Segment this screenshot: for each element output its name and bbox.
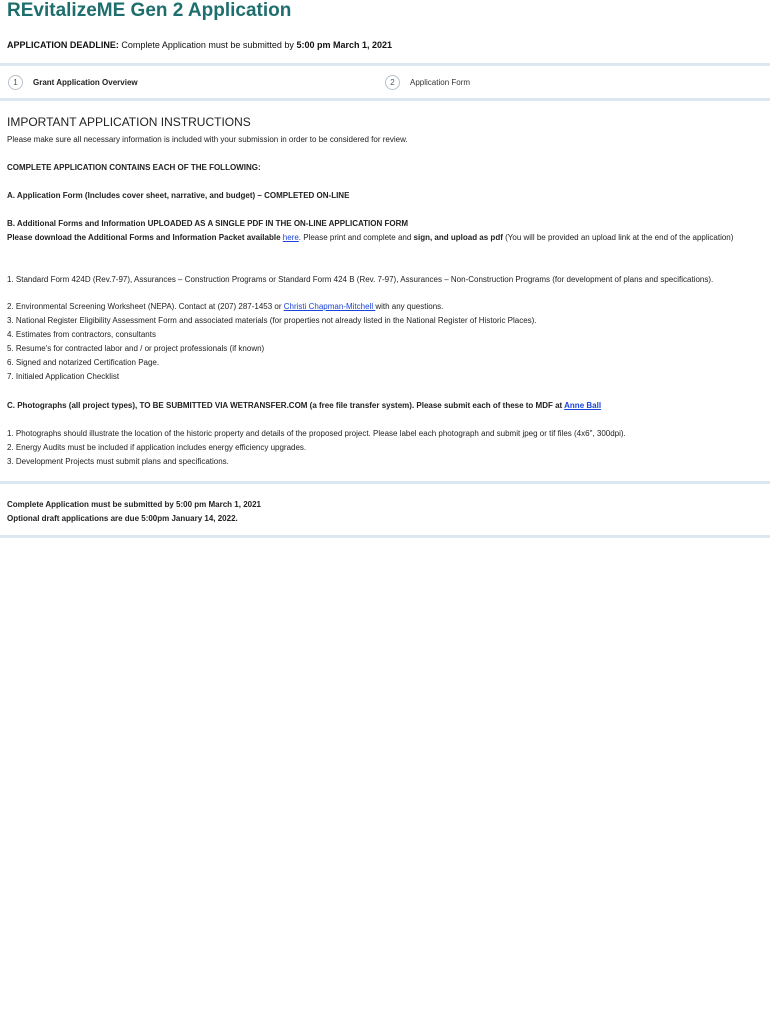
anne-ball-email-link[interactable]: Anne Ball xyxy=(564,401,602,410)
list-b-item-2-post: with any questions. xyxy=(375,302,444,311)
step-number-badge: 2 xyxy=(385,75,400,90)
list-b-item-2-text: 2. Environmental Screening Worksheet (NEPA). Contact at (207) 287-1453 or xyxy=(7,302,284,311)
list-b-item-3: 3. National Register Eligibility Assessment Form and associated materials (for properties not already listed in the National Register of Historic Places). xyxy=(7,316,537,325)
application-deadline xyxy=(7,40,392,50)
list-c-item-2: 2. Energy Audits must be included if application includes energy efficiency upgrades. xyxy=(7,443,307,452)
section-c-text: C. Photographs (all project types), TO BE SUBMITTED VIA WETRANSFER.COM (a free file transfer system). Please submit each of these to MDF at xyxy=(7,401,565,410)
step-label: Grant Application Overview xyxy=(33,78,138,87)
list-c-item-1: 1. Photographs should illustrate the location of the historic property and details of the proposed project. Please label each photograph and submit jpeg or tif files (4x6", 300dpi). xyxy=(7,429,626,438)
deadline-time: 5:00 pm March 1, 2021 xyxy=(296,40,392,50)
step-number-badge: 1 xyxy=(8,75,23,90)
instructions-intro: Please make sure all necessary information is included with your submission in order to be considered for review. xyxy=(7,135,408,144)
list-b-item-1: 1. Standard Form 424D (Rev.7-97), Assurances – Construction Programs or Standard Form 424 B (Rev. 7-97), Assurances – Non-Construction Programs (for development of plans and specifications). xyxy=(7,275,714,284)
deadline-text: Complete Application must be submitted by xyxy=(118,40,297,50)
step-grant-overview[interactable] xyxy=(8,75,138,90)
packet-download-link[interactable]: here xyxy=(282,233,299,242)
download-mid-text: . Please print and complete and xyxy=(298,233,414,242)
step-application-form[interactable] xyxy=(385,75,470,90)
download-bold-text: sign, and upload as pdf xyxy=(413,233,503,242)
list-b-item-4: 4. Estimates from contractors, consultants xyxy=(7,330,156,339)
instructions-section xyxy=(0,104,770,484)
deadline-footer xyxy=(0,486,770,538)
list-c-item-3: 3. Development Projects must submit plans and specifications. xyxy=(7,457,229,466)
step-label: Application Form xyxy=(410,78,471,87)
download-instructions xyxy=(7,231,759,244)
footer-deadline: Complete Application must be submitted by 5:00 pm March 1, 2021 xyxy=(7,500,261,509)
section-b-heading: B. Additional Forms and Information UPLOADED AS A SINGLE PDF IN THE ON-LINE APPLICATION FORM xyxy=(7,219,409,228)
list-b-item-6: 6. Signed and notarized Certification Page. xyxy=(7,358,160,367)
footer-draft-deadline: Optional draft applications are due 5:00pm January 14, 2022. xyxy=(7,514,238,523)
list-b-item-5: 5. Resume's for contracted labor and / or project professionals (if known) xyxy=(7,344,265,353)
list-b-item-7: 7. Initialed Application Checklist xyxy=(7,372,120,381)
section-a-heading: A. Application Form (Includes cover sheet, narrative, and budget) – COMPLETED ON-LINE xyxy=(7,191,350,200)
download-post-text: (You will be provided an upload link at the end of the application) xyxy=(502,233,734,242)
contact-email-link[interactable]: Christi Chapman-Mitchell xyxy=(283,302,376,311)
page-title: REvitalizeME Gen 2 Application xyxy=(7,0,292,21)
list-b-item-2 xyxy=(7,302,443,311)
download-text: Please download the Additional Forms and Information Packet available xyxy=(7,233,283,242)
contains-heading: COMPLETE APPLICATION CONTAINS EACH OF THE FOLLOWING: xyxy=(7,163,261,172)
instructions-heading: IMPORTANT APPLICATION INSTRUCTIONS xyxy=(7,115,251,129)
deadline-label: APPLICATION DEADLINE: xyxy=(7,40,119,50)
section-c-heading xyxy=(7,401,601,410)
step-progress-bar xyxy=(0,63,770,101)
